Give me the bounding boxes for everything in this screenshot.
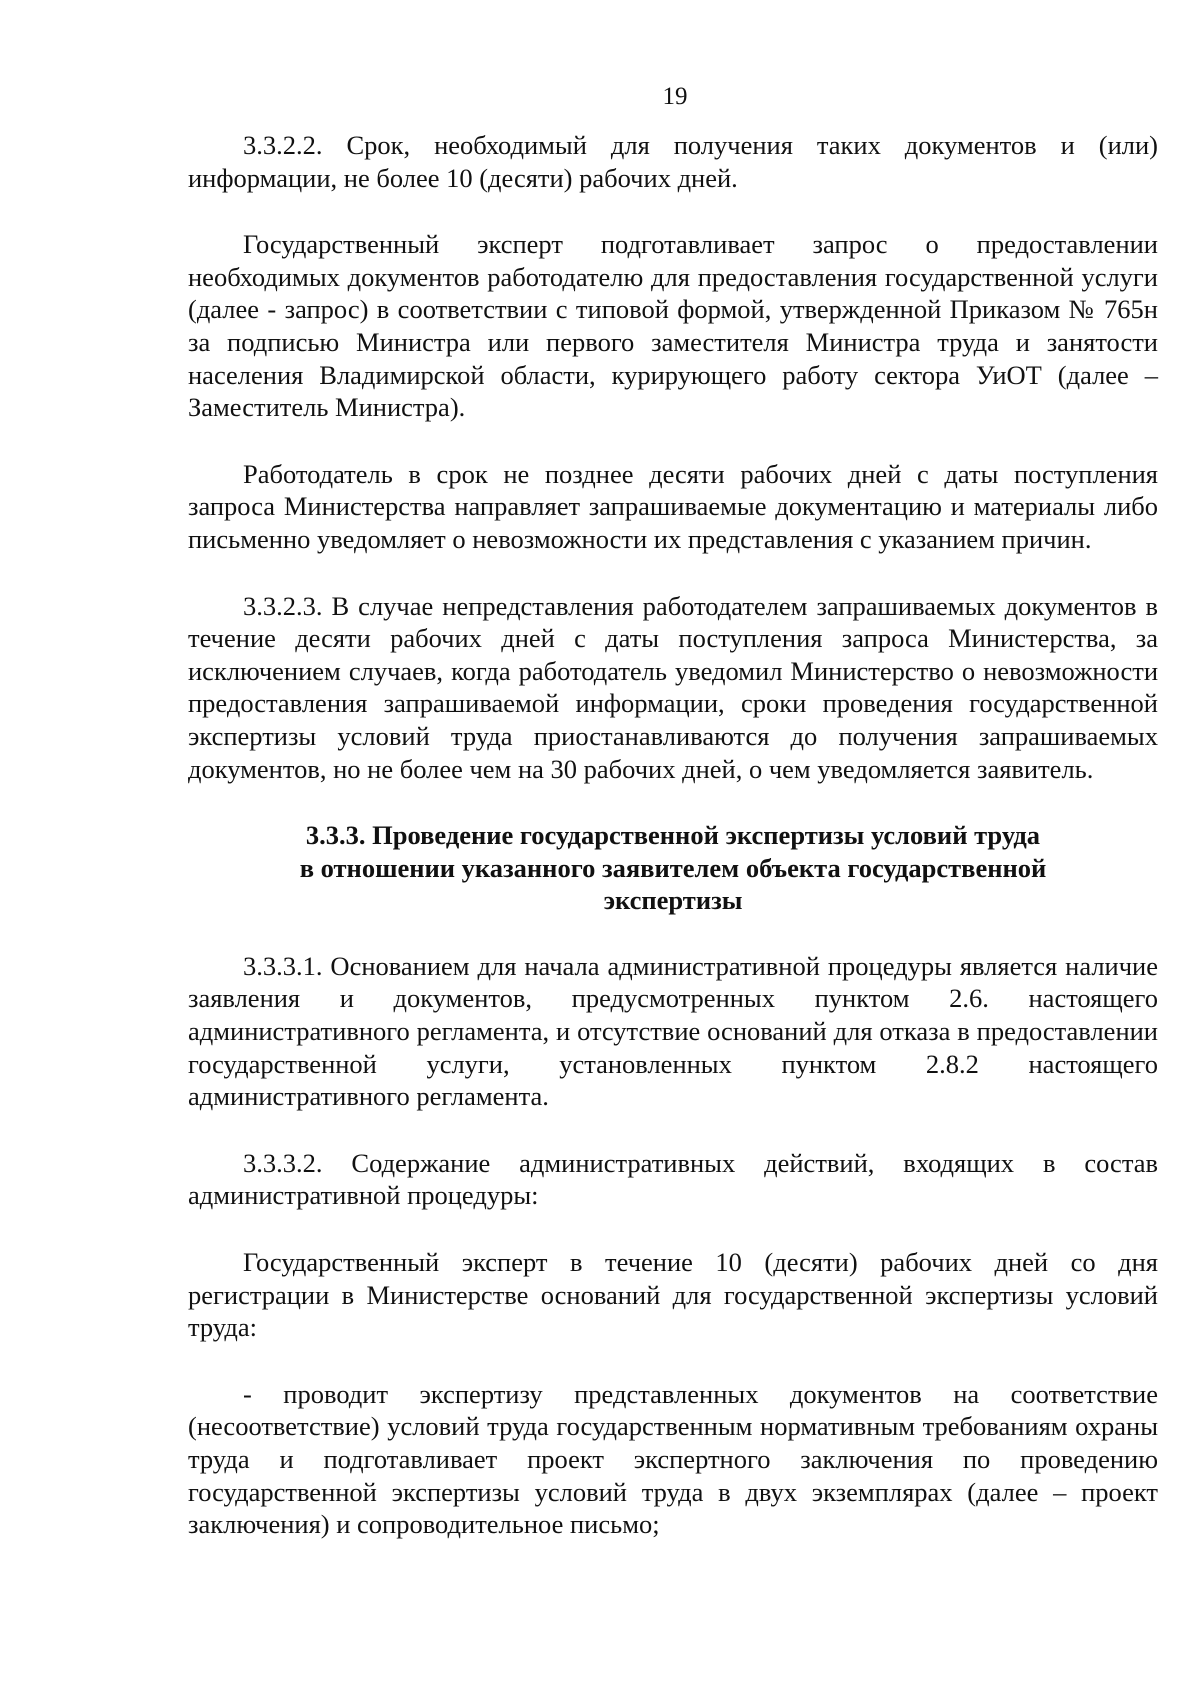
- section-heading-3-3-3: [188, 819, 1158, 917]
- paragraph-3-3-3-1: 3.3.3.1. Основанием для начала административной процедуры является наличие заявления и документов, предусмотренных пунктом 2.6. настоящего административного регламента, и отсутствие оснований для отказа в предоставлении государственной услуги, установленных пунктом 2.8.2 настоящего административного регламента.: [188, 950, 1158, 1112]
- paragraph-3-3-2-3: 3.3.2.3. В случае непредставления работодателем запрашиваемых документов в течение десяти рабочих дней с даты поступления запроса Министерства, за исключением случаев, когда работодатель уведомил Министерство о невозможности предоставления запрашиваемой информации, сроки проведения государственной экспертизы условий труда приостанавливаются до получения запрашиваемых документов, но не более чем на 30 рабочих дней, о чем уведомляется заявитель.: [188, 590, 1158, 784]
- list-item-expert-review: - проводит экспертизу представленных документов на соответствие (несоответствие) условий труда государственным нормативным требованиям охраны труда и подготавливает проект экспертного заключения по проведению государственной экспертизы условий труда в двух экземплярах (далее – проект заключения) и сопроводительное письмо;: [188, 1378, 1158, 1540]
- paragraph-request-preparation: Государственный эксперт подготавливает запрос о предоставлении необходимых документов работодателю для предоставления государственной услуги (далее - запрос) в соответствии с типовой формой, утвержденной Приказом № 765н за подписью Министра или первого заместителя Министра труда и занятости населения Владимирской области, курирующего работу сектора УиОТ (далее – Заместитель Министра).: [188, 229, 1158, 423]
- paragraph-3-3-3-2: 3.3.3.2. Содержание административных действий, входящих в состав административной процедуры:: [188, 1147, 1158, 1211]
- heading-line-2: в отношении указанного заявителем объекта государственной: [299, 852, 1047, 883]
- paragraph-expert-timeline: Государственный эксперт в течение 10 (десяти) рабочих дней со дня регистрации в Министерстве оснований для государственной экспертизы условий труда:: [188, 1247, 1158, 1343]
- paragraph-employer-response: Работодатель в срок не позднее десяти рабочих дней с даты поступления запроса Министерства направляет запрашиваемые документацию и материалы либо письменно уведомляет о невозможности их представления с указанием причин.: [188, 458, 1158, 554]
- heading-line-1: 3.3.3. Проведение государственной экспертизы условий труда: [305, 820, 1041, 851]
- paragraph-3-3-2-2: 3.3.2.2. Срок, необходимый для получения таких документов и (или) информации, не более 10 (десяти) рабочих дней.: [188, 130, 1158, 193]
- heading-line-3: экспертизы: [603, 885, 743, 916]
- page-number: 19: [662, 83, 688, 110]
- document-body: [188, 129, 1158, 1575]
